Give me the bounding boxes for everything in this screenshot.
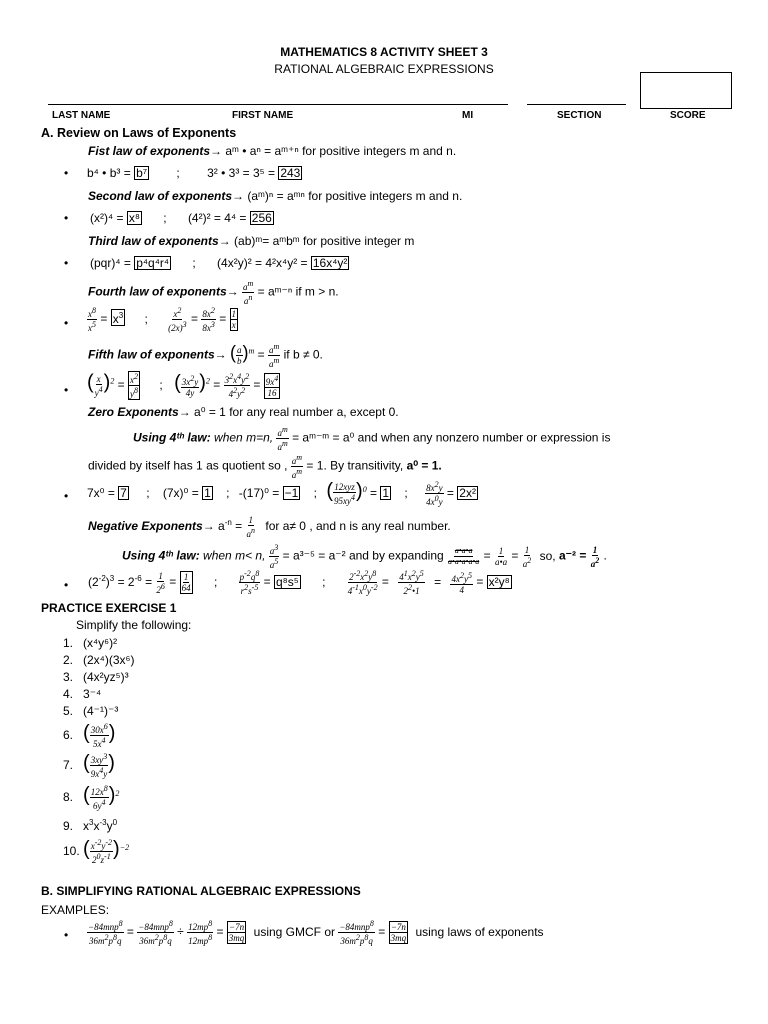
zero-using-text: when m=n,: [214, 430, 274, 445]
law2-title: Second law of exponents: [88, 189, 233, 203]
practice-instruction: Simplify the following:: [76, 618, 192, 632]
neg-using: Using 4ᵗʰ law:: [122, 548, 200, 563]
law2-rule: → (aᵐ)ⁿ = aᵐⁿ for positive integers m and n.: [232, 189, 463, 203]
law4-examples: $\frac{x^8}{x^5}$ = $x^3$ ; $\frac{x^2}{(2x)^3}$ = $\frac{8x^2}{8x^3}$ = $\frac{1}{x}$: [88, 306, 237, 333]
law5-line: Fifth law of exponents→ ( $\frac{a}{b}$ )$^m$ = $\frac{a^m}{a^m}$ if b ≠ 0.: [88, 342, 323, 369]
law5-title: Fifth law of exponents: [88, 347, 215, 362]
field-last-name: LAST NAME: [52, 110, 111, 121]
list-item: 7. ( $\frac{3xy^3}{9x^4y}$ ): [63, 752, 115, 780]
law5-rule: if b ≠ 0.: [283, 347, 323, 362]
law3-rule: → (ab)ᵐ= aᵐbᵐ for positive integer m: [218, 234, 415, 248]
list-item: 8. ( $\frac{12x^8}{6y^4}$ )$^2$: [63, 784, 120, 812]
neg-using-line: Using 4ᵗʰ law: when m< n, $\frac{a^3}{a^5}$ = a³⁻⁵ = a⁻² and by expanding $\frac{a•a•a}{a•a•a•a•a}$ = $\frac{1}{a•a}$ = $\frac{1}{a^2}$ so, a⁻² = $\frac{1}{a^2}$ .: [122, 543, 607, 570]
law1-rule: → aᵐ • aⁿ = aᵐ⁺ⁿ for positive integers m and n.: [210, 144, 457, 158]
law1-ex1: b⁴ • b³ =: [87, 166, 131, 180]
law4-title: Fourth law of exponents: [88, 284, 227, 299]
bullet-icon: •: [64, 578, 69, 592]
zero-ex2-answer: 1: [204, 486, 211, 500]
law4-rule: = aᵐ⁻ⁿ if m > n.: [257, 284, 339, 299]
law2-ex1-answer: x⁸: [128, 211, 140, 225]
field-score: SCORE: [670, 110, 706, 121]
zero-line2c: a⁰ = 1.: [406, 458, 442, 473]
section-a-title: A. Review on Laws of Exponents: [41, 126, 237, 140]
score-box[interactable]: [640, 72, 732, 109]
neg-using-text3: so,: [539, 548, 556, 563]
law2-line: [88, 189, 462, 203]
using-laws: using laws of exponents: [415, 924, 544, 939]
bullet-icon: •: [64, 211, 69, 225]
practice-title: PRACTICE EXERCISE 1: [41, 601, 177, 615]
bullet-icon: •: [64, 256, 69, 270]
zero-line2: divided by itself has 1 as quotient so , $\frac{a^m}{a^m}$ = 1. By transitivity, a⁰ = 1.: [88, 453, 442, 480]
neg-answer: a⁻² =: [558, 548, 587, 563]
list-item: 10. ( $\frac{x^{-2}y^{-2}}{2^0z^{-1}}$ )$^{-2}$: [63, 838, 130, 866]
zero-title: Zero Exponents: [88, 405, 179, 419]
law3-examples: (pqr)⁴ = p⁴q⁴r⁴ ; (4x²y)² = 4²x⁴y² = 16x⁴y²: [90, 256, 348, 270]
list-item: 3. (4x²yz⁵)³: [63, 670, 129, 684]
law2-ex2: (4²)² = 4⁴ =: [187, 211, 247, 225]
law1-ex2-answer: 243: [280, 166, 301, 180]
zero-using-text2: = aᵐ⁻ᵐ = a⁰ and when any nonzero number or expression is: [292, 430, 611, 445]
zero-examples: 7x⁰ = 7 ; (7x)⁰ = 1 ; -(17)⁰ = −1 ; ( $\frac{\text{12xyz}}{95xy^4}$ )$^0$ = 1 ; $\frac{8x^2y}{4x^0y}$ = 2x²: [87, 480, 476, 508]
law3-ex2-answer: 16x⁴y²: [312, 256, 348, 270]
examples-label: EXAMPLES:: [41, 903, 110, 917]
neg-ex3-answer: x²y⁸: [488, 574, 510, 589]
law1-ex2: 3² • 3³ = 3⁵ =: [207, 166, 275, 180]
law3-title: Third law of exponents: [88, 234, 219, 248]
field-mi: MI: [462, 110, 474, 121]
bullet-icon: •: [64, 928, 69, 942]
bullet-icon: •: [64, 383, 69, 397]
neg-ex2-answer: q⁸s⁵: [276, 574, 299, 589]
law1-examples: b⁴ • b³ = b⁷ ; 3² • 3³ = 3⁵ = 243: [87, 166, 301, 180]
law3-ex1: (pqr)⁴ =: [90, 256, 131, 270]
zero-ex1-answer: 7: [120, 486, 127, 500]
law5-examples: ( $\frac{x}{y^4}$ )$^2$ = $\frac{x^2}{y^8}$ ; ( $\frac{3x^2y}{4y}$ )$^2$ = $\frac{3^2x^4y^2}{4^2y^2}$ = $\frac{9x^4}{16}$: [87, 371, 279, 399]
bullet-icon: •: [64, 166, 69, 180]
zero-line: [88, 405, 399, 419]
zero-line2b: = 1. By transitivity,: [306, 458, 404, 473]
zero-ex1: 7x⁰ =: [87, 486, 115, 500]
neg-line: Negative Exponents→ $a^{-n}$ = $\frac{1}{a^n}$ for a≠ 0 , and n is any real number.: [88, 515, 451, 539]
zero-ex3: -(17)⁰ =: [238, 486, 280, 500]
zero-ex2: (7x)⁰ =: [162, 486, 199, 500]
bullet-icon: •: [64, 316, 69, 330]
using-gcf: using GMCF or: [253, 924, 335, 939]
name-line[interactable]: [48, 104, 508, 105]
section-b-title: B. SIMPLIFYING RATIONAL ALGEBRAIC EXPRESSIONS: [41, 884, 361, 898]
field-section: SECTION: [557, 110, 602, 121]
law1-title: Fist law of exponents: [88, 144, 211, 158]
law3-ex1-answer: p⁴q⁴r⁴: [136, 256, 169, 270]
list-item: 4. 3⁻⁴: [63, 687, 102, 701]
law2-ex1: (x²)⁴ =: [90, 211, 124, 225]
section-line[interactable]: [527, 104, 626, 105]
list-item: 1. (x⁴y⁶)²: [63, 636, 118, 650]
zero-line2-text: divided by itself has 1 as quotient so ,: [88, 458, 288, 473]
bullet-icon: •: [64, 489, 69, 503]
law2-ex2-answer: 256: [251, 211, 272, 225]
list-item: 9. $x^3x^{-3}y^0$: [63, 818, 118, 833]
law3-line: [88, 234, 414, 248]
list-item: 2. (2x⁴)(3x⁶): [63, 653, 135, 667]
zero-rule: → a⁰ = 1 for any real number a, except 0.: [178, 405, 399, 419]
zero-ex5-answer: 2x²: [459, 486, 476, 500]
zero-using: Using 4ᵗʰ law:: [133, 430, 211, 445]
neg-using-text2: = a³⁻⁵ = a⁻² and by expanding: [282, 548, 444, 563]
law4-line: Fourth law of exponents→ $\frac{a^m}{a^n}$ = aᵐ⁻ⁿ if m > n.: [88, 279, 339, 306]
law1-line: [88, 144, 456, 158]
section-b-example: $\frac{-84mnp^8}{36m^2p^8q}$ = $\frac{-84mnp^8}{36m^2p^8q}$ ÷ $\frac{12mp^8}{12mp^8}$ = $\frac{-7n}{3mq}$ using GMCF or $\frac{-84mnp^8}{36m^2p^8q}$ = $\frac{-7n}{3mq}$ using laws of exponents: [88, 919, 544, 946]
page-title: MATHEMATICS 8 ACTIVITY SHEET 3: [280, 45, 488, 59]
zero-using-line: Using 4ᵗʰ law: when m=n, $\frac{a^m}{a^m}$ = aᵐ⁻ᵐ = a⁰ and when any nonzero number or expression is: [133, 425, 611, 452]
list-item: 6. ( $\frac{30x^6}{5x^4}$ ): [63, 722, 116, 750]
field-first-name: FIRST NAME: [232, 110, 294, 121]
neg-rule: for a≠ 0 , and n is any real number.: [265, 519, 451, 534]
list-item: 5. (4⁻¹)⁻³: [63, 704, 119, 718]
neg-title: Negative Exponents: [88, 519, 203, 534]
law1-ex1-answer: b⁷: [136, 166, 148, 180]
law2-examples: (x²)⁴ = x⁸ ; (4²)² = 4⁴ = 256: [90, 211, 272, 225]
neg-using-text: when m< n,: [203, 548, 266, 563]
neg-examples: $(2^{-2})^3 = 2^{-6}$ = $\frac{1}{2^6}$ = $\frac{1}{64}$ ; $\frac{p^{-2}q^8}{r^2s^{-5}}$ = q⁸s⁵ ; $\frac{2^{-2}x^2y^8}{4^{-1}x^0y^{-2}}$ = $\frac{4^1x^2y^5}{2^2•1}$ = $\frac{4x^2y^5}{4}$ = x²y⁸: [88, 569, 510, 596]
zero-ex3-answer: −1: [284, 486, 299, 500]
law3-ex2: (4x²y)² = 4²x⁴y² =: [217, 256, 308, 270]
page-subtitle: RATIONAL ALGEBRAIC EXPRESSIONS: [274, 62, 494, 76]
